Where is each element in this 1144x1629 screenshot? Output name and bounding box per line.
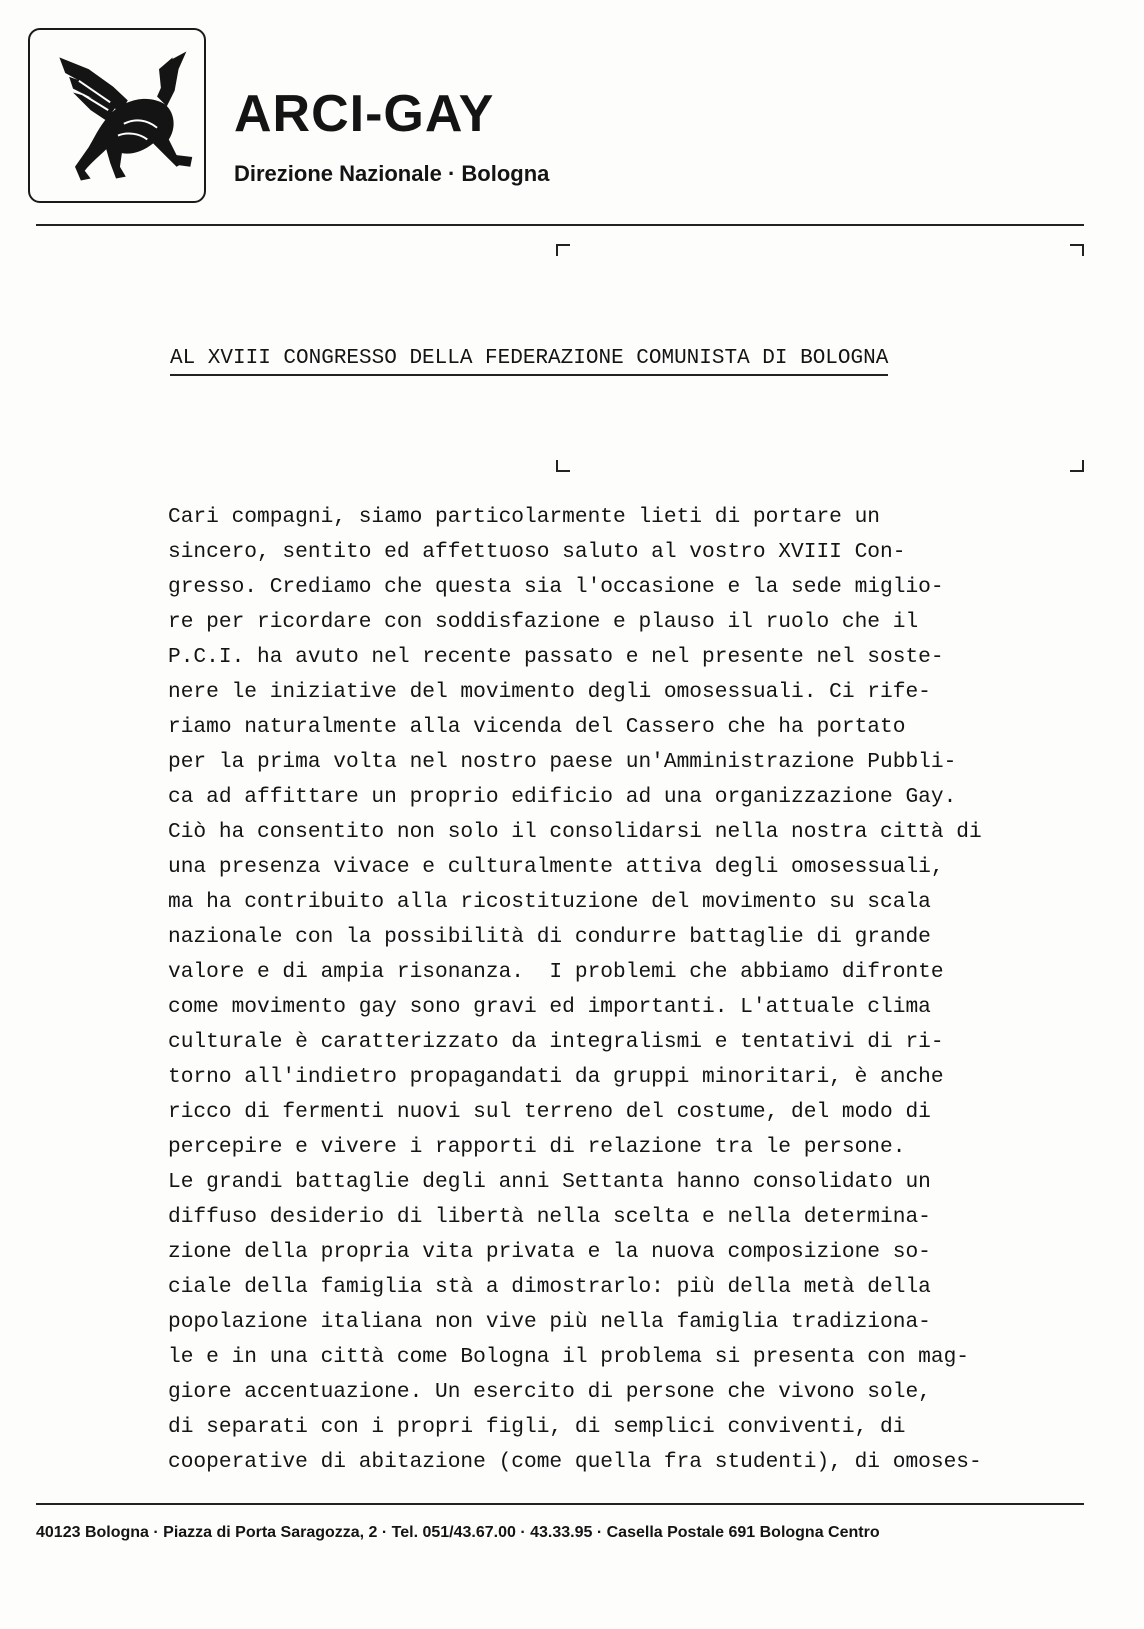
letter-line: re per ricordare con soddisfazione e plauso il ruolo che il <box>168 610 919 634</box>
letter-line: gresso. Crediamo che questa sia l'occasione e la sede miglio- <box>168 575 944 599</box>
letter-line: riamo naturalmente alla vicenda del Cassero che ha portato <box>168 715 906 739</box>
address-window-corner-top-left <box>556 244 570 256</box>
letter-line: nazionale con la possibilità di condurre battaglie di grande <box>168 925 931 949</box>
letter-line: cooperative di abitazione (come quella fra studenti), di omoses- <box>168 1450 982 1474</box>
organization-subtitle: Direzione Nazionale · Bologna <box>234 161 550 186</box>
letter-line: popolazione italiana non vive più nella famiglia tradiziona- <box>168 1310 931 1334</box>
letter-line: una presenza vivace e culturalmente attiva degli omosessuali, <box>168 855 944 879</box>
letter-line: diffuso desiderio di libertà nella scelta e nella determina- <box>168 1205 931 1229</box>
letter-line: Le grandi battaglie degli anni Settanta hanno consolidato un <box>168 1170 931 1194</box>
letter-line: P.C.I. ha avuto nel recente passato e nel presente nel soste- <box>168 645 944 669</box>
letter-line: valore e di ampia risonanza. I problemi che abbiamo difronte <box>168 960 944 984</box>
winged-horse-pegasus-icon <box>30 30 204 201</box>
letter-line: zione della propria vita privata e la nuova composizione so- <box>168 1240 931 1264</box>
letter-line: sincero, sentito ed affettuoso saluto al vostro XVIII Con- <box>168 540 906 564</box>
footer-divider <box>36 1503 1084 1505</box>
letter-line: percepire e vivere i rapporti di relazione tra le persone. <box>168 1135 906 1159</box>
letter-line: nere le iniziative del movimento degli omosessuali. Ci rife- <box>168 680 931 704</box>
addressee-line: AL XVIII CONGRESSO DELLA FEDERAZIONE COMUNISTA DI BOLOGNA <box>170 348 888 376</box>
letter-line: torno all'indietro propagandati da gruppi minoritari, è anche <box>168 1065 944 1089</box>
address-window-corner-bottom-right <box>1070 460 1084 472</box>
address-window-corner-top-right <box>1070 244 1084 256</box>
logo <box>28 28 206 203</box>
organization-name: ARCI-GAY <box>234 85 495 143</box>
letter-line: ca ad affittare un proprio edificio ad una organizzazione Gay. <box>168 785 957 809</box>
letter-line: le e in una città come Bologna il problema si presenta con mag- <box>168 1345 970 1369</box>
address-window-corner-bottom-left <box>556 460 570 472</box>
letter-line: come movimento gay sono gravi ed importanti. L'attuale clima <box>168 995 931 1019</box>
letter-line: ricco di fermenti nuovi sul terreno del costume, del modo di <box>168 1100 931 1124</box>
letter-line: Cari compagni, siamo particolarmente lieti di portare un <box>168 505 881 529</box>
footer-contact: 40123 Bologna · Piazza di Porta Saragozza, 2 · Tel. 051/43.67.00 · 43.33.95 · Casella Postale 691 Bologna Centro <box>36 1524 880 1541</box>
letter-line: ma ha contribuito alla ricostituzione del movimento su scala <box>168 890 931 914</box>
letter-line: giore accentuazione. Un esercito di persone che vivono sole, <box>168 1380 931 1404</box>
letter-line: ciale della famiglia stà a dimostrarlo: più della metà della <box>168 1275 931 1299</box>
letter-line: culturale è caratterizzato da integralismi e tentativi di ri- <box>168 1030 944 1054</box>
letter-line: di separati con i propri figli, di semplici conviventi, di <box>168 1415 906 1439</box>
letter-line: per la prima volta nel nostro paese un'Amministrazione Pubbli- <box>168 750 957 774</box>
header-divider <box>36 224 1084 226</box>
letter-body <box>168 500 1088 1480</box>
letter-line: Ciò ha consentito non solo il consolidarsi nella nostra città di <box>168 820 982 844</box>
